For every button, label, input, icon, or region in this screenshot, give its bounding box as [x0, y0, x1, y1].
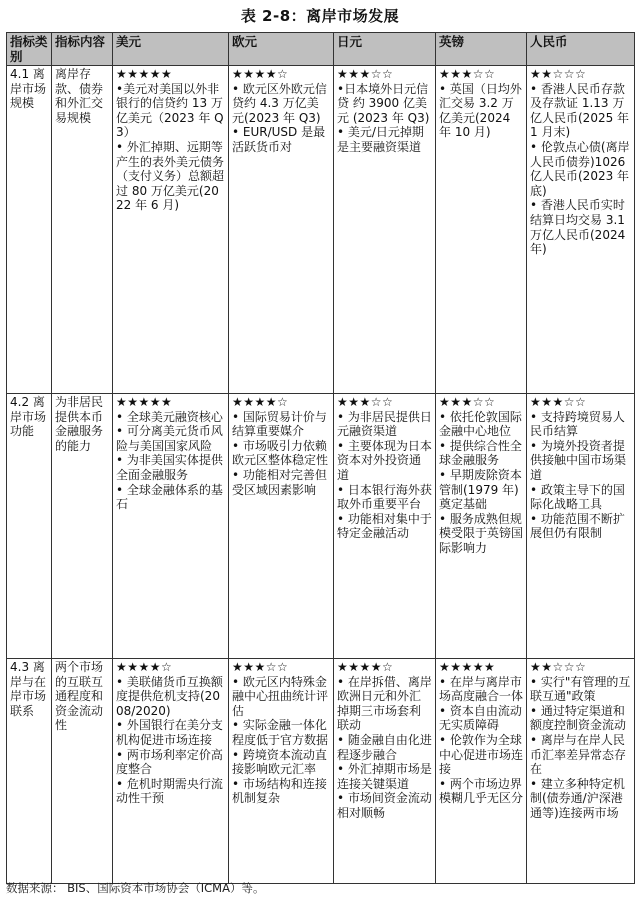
header-rmb: 人民币 — [527, 33, 635, 66]
cell-line: • 资本自由流动无实质障碍 — [439, 703, 522, 733]
cell-line: • 香港人民币实时结算日均交易 3.1 万亿人民币(2024 年) — [530, 198, 626, 257]
cell-line: • 功能范围不断扩展但仍有限制 — [530, 511, 625, 541]
cell-line: • 提供综合性全球金融服务 — [439, 438, 522, 468]
header-jpy: 日元 — [334, 33, 436, 66]
cell-line: • 美元/日元掉期是主要融资渠道 — [337, 125, 424, 154]
cell-line: • 可分离美元货币风险与美国国家风险 — [116, 424, 223, 453]
row-category: 4.1 离岸市场规模 — [7, 66, 52, 394]
row-category: 4.2 离岸市场功能 — [7, 394, 52, 659]
rating-stars: ★★★★★ — [116, 67, 173, 81]
cell-eur — [229, 659, 334, 884]
rating-stars: ★★★★☆ — [337, 660, 394, 674]
row-content: 两个市场的互联互通程度和资金流动性 — [52, 659, 113, 884]
cell-line: • 功能相对集中于特定金融活动 — [337, 511, 432, 541]
rating-stars: ★★★★☆ — [116, 660, 173, 674]
cell-usd — [113, 659, 229, 884]
header-eur: 欧元 — [229, 33, 334, 66]
cell-line: • 全球美元融资核心 — [116, 409, 223, 424]
cell-line: • 日本银行海外获取外币重要平台 — [337, 482, 432, 512]
row-content: 为非居民提供本币金融服务的能力 — [52, 394, 113, 659]
cell-line: • 英国（日均外汇交易 3.2 万亿美元(2024 年 10 月) — [439, 81, 522, 140]
offshore-market-table — [6, 32, 635, 884]
table-row — [7, 66, 635, 394]
rating-stars: ★★★☆☆ — [439, 395, 496, 409]
cell-line: • 欧元区外欧元信贷约 4.3 万亿美元(2023 年 Q3) — [232, 81, 327, 125]
cell-rmb — [527, 659, 635, 884]
table-row — [7, 659, 635, 884]
cell-line: • 依托伦敦国际金融中心地位 — [439, 409, 522, 439]
cell-line: • 市场间资金流动相对顺畅 — [337, 791, 432, 820]
cell-line: • 两个市场边界模糊几乎无区分 — [439, 776, 524, 806]
cell-usd — [113, 66, 229, 394]
cell-line: • 政策主导下的国际化战略工具 — [530, 482, 625, 512]
cell-jpy — [334, 66, 436, 394]
rating-stars: ★★★☆☆ — [232, 660, 289, 674]
rating-stars: ★★★☆☆ — [337, 67, 394, 81]
cell-line: • 早期废除资本管制(1979 年)奠定基础 — [439, 467, 522, 512]
cell-line: • 市场吸引力依赖欧元区整体稳定性 — [232, 438, 329, 468]
cell-line: • 美联储货币互换额度提供危机支持(2008/2020) — [116, 674, 223, 718]
cell-line: • 为非美国实体提供全面金融服务 — [116, 453, 223, 482]
cell-jpy — [334, 659, 436, 884]
cell-line: • 国际贸易计价与结算重要媒介 — [232, 409, 327, 439]
cell-rmb — [527, 66, 635, 394]
cell-eur — [229, 66, 334, 394]
row-category: 4.3 离岸与在岸市场联系 — [7, 659, 52, 884]
cell-line: • 功能相对完善但受区域因素影响 — [232, 467, 327, 497]
cell-line: • 服务成熟但规模受限于英镑国际影响力 — [439, 511, 524, 555]
header-content: 指标内容 — [52, 33, 113, 66]
rating-stars: ★★☆☆☆ — [530, 67, 587, 81]
cell-line: •日本境外日元信贷 约 3900 亿美元 (2023 年 Q3) — [337, 81, 430, 125]
rating-stars: ★★★★★ — [439, 660, 496, 674]
cell-line: • 香港人民币存款及存款证 1.13 万亿人民币(2025 年 1 月末) — [530, 81, 630, 140]
rating-stars: ★★★☆☆ — [439, 67, 496, 81]
cell-line: • 市场结构和连接机制复杂 — [232, 776, 327, 806]
cell-gbp — [436, 394, 527, 659]
cell-line: • EUR/USD 是最活跃货币对 — [232, 125, 326, 154]
rating-stars: ★★☆☆☆ — [530, 660, 587, 674]
cell-line: • 外国银行在美分支机构促进市场连接 — [116, 718, 223, 747]
rating-stars: ★★★★☆ — [232, 395, 289, 409]
cell-line: • 外汇掉期市场是连接关键渠道 — [337, 762, 432, 791]
page-title: 表 2-8：离岸市场发展 — [240, 7, 400, 25]
data-source-note: 数据来源： BIS、国际资本市场协会（ICMA）等。 — [6, 881, 265, 895]
cell-line: • 危机时期需央行流动性干预 — [116, 776, 223, 806]
cell-line: • 通过特定渠道和额度控制资金流动 — [530, 703, 627, 733]
header-row — [7, 33, 635, 66]
table-row — [7, 394, 635, 659]
cell-line: • 为非居民提供日元融资渠道 — [337, 409, 432, 439]
cell-line: • 主要体现为日本资本对外投资通道 — [337, 438, 432, 482]
cell-line: • 支持跨境贸易人民币结算 — [530, 409, 625, 439]
cell-line: • 实行"有管理的互联互通"政策 — [530, 674, 631, 704]
cell-line: • 在岸与离岸市场高度融合一体 — [439, 674, 524, 704]
cell-line: • 为境外投资者提供接触中国市场渠道 — [530, 438, 627, 482]
rating-stars: ★★★★★ — [116, 395, 173, 409]
cell-line: • 建立多种特定机制(债券通/沪深港通等)连接两市场 — [530, 776, 625, 820]
cell-line: • 欧元区内特殊金融中心扭曲统计评估 — [232, 674, 329, 718]
cell-eur — [229, 394, 334, 659]
header-category: 指标类别 — [7, 33, 52, 66]
cell-line: • 跨境资本流动直接影响欧元汇率 — [232, 747, 327, 777]
rating-stars: ★★★☆☆ — [530, 395, 587, 409]
cell-line: • 伦敦点心债(离岸人民币债券)1026 亿人民币(2023 年底) — [530, 139, 630, 198]
cell-line: • 离岸与在岸人民币汇率差异常态存在 — [530, 732, 627, 777]
rating-stars: ★★★☆☆ — [337, 395, 394, 409]
cell-gbp — [436, 66, 527, 394]
cell-line: • 实际金融一体化程度低于官方数据 — [232, 718, 329, 747]
rating-stars: ★★★★☆ — [232, 67, 289, 81]
cell-line: •美元对美国以外非银行的信贷约 13 万亿美元（2023 年 Q3） — [116, 81, 224, 140]
header-gbp: 英镑 — [436, 33, 527, 66]
cell-rmb — [527, 394, 635, 659]
cell-line: • 全球金融体系的基石 — [116, 482, 223, 512]
cell-jpy — [334, 394, 436, 659]
cell-line: • 外汇掉期、远期等产生的表外美元债务（支付义务）总额超过 80 万亿美元(2022 年 6 月) — [116, 139, 225, 213]
row-content: 离岸存款、债券和外汇交易规模 — [52, 66, 113, 394]
cell-gbp — [436, 659, 527, 884]
cell-line: • 随金融自由化进程逐步融合 — [337, 732, 432, 762]
cell-line: • 伦敦作为全球中心促进市场连接 — [439, 732, 524, 777]
cell-line: • 在岸拆借、离岸欧洲日元和外汇掉期三市场套利联动 — [337, 674, 432, 733]
header-usd: 美元 — [113, 33, 229, 66]
cell-usd — [113, 394, 229, 659]
cell-line: • 两市场利率定价高度整合 — [116, 747, 223, 777]
